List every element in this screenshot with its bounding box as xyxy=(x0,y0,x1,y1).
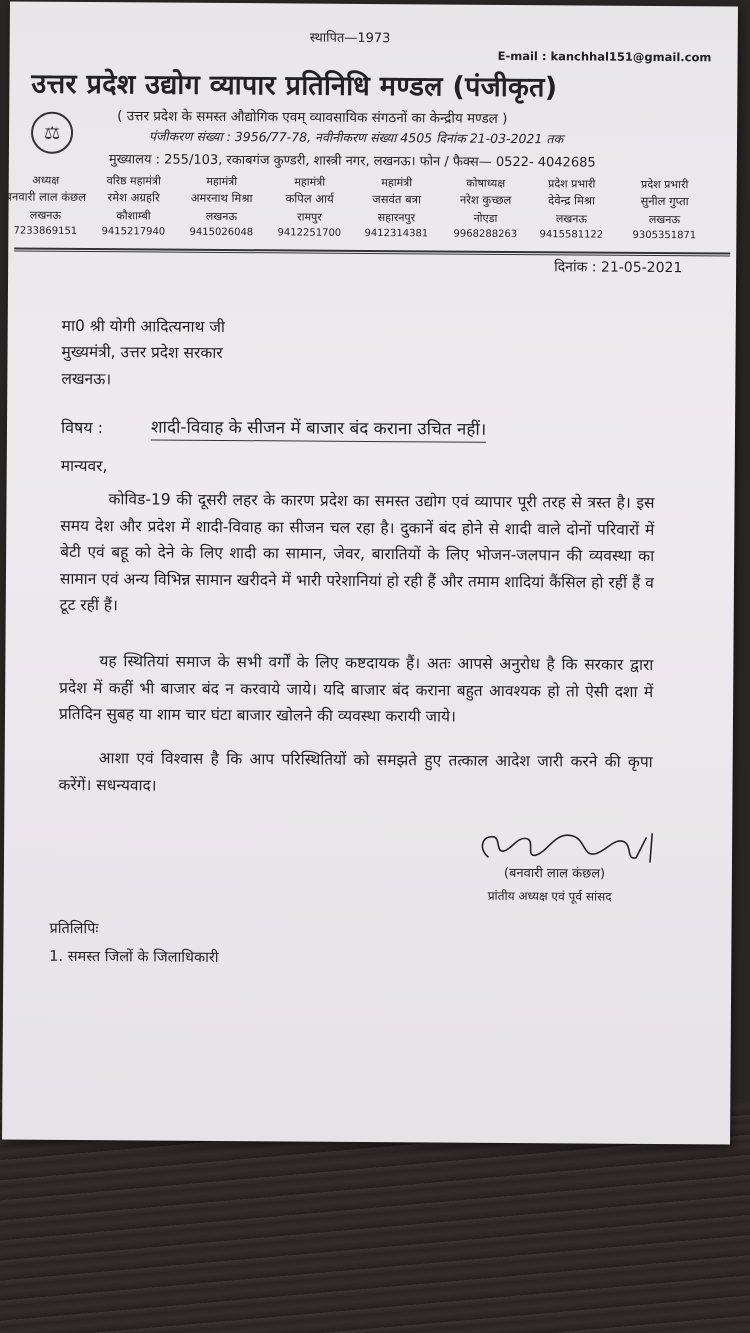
officer-role: महामंत्री xyxy=(381,176,413,190)
officer-name: बनवारी लाल कंछल xyxy=(5,189,86,205)
officer-city: सहारनपुर xyxy=(377,210,416,225)
organization-subtitle: ( उत्तर प्रदेश के समस्त औद्योगिक एवम् व्यावसायिक संगठनों का केन्द्रीय मण्डल ) xyxy=(117,108,508,127)
salutation: मान्यवर, xyxy=(60,456,108,476)
seal-logo-icon: ⚖ xyxy=(31,112,73,154)
officer-name: देवेन्द्र मिश्रा xyxy=(548,193,596,208)
signatory-title: प्रांतीय अध्यक्ष एवं पूर्व सांसद xyxy=(487,888,612,904)
officer-phone: 9415581122 xyxy=(539,229,604,241)
letter-date: दिनांक : 21-05-2021 xyxy=(554,259,683,277)
officer-role: कोषाध्यक्ष xyxy=(466,176,506,190)
addressee-line: लखनऊ। xyxy=(61,369,112,389)
subject-label: विषय : xyxy=(60,417,104,438)
officer-phone: 9412251700 xyxy=(277,227,342,239)
subject-text: शादी-विवाह के सीजन में बाजार बंद कराना उचित नहीं। xyxy=(151,414,486,442)
officer-entry xyxy=(351,174,441,242)
officer-city: कौशाम्बी xyxy=(116,209,151,223)
officer-entry xyxy=(616,176,712,244)
email-address: E-mail : kanchhal151@gmail.com xyxy=(497,48,712,65)
copy-to-item: 1. समस्त जिलों के जिलाधिकारी xyxy=(49,948,219,966)
signatory-name: (बनवारी लाल कंछल) xyxy=(503,865,606,882)
officer-role: वरिष्ठ महामंत्री xyxy=(106,174,161,188)
officer-phone: 9968288263 xyxy=(453,228,518,240)
officer-city: लखनऊ xyxy=(205,209,238,223)
officer-name: कपिल आर्य xyxy=(285,191,334,206)
officer-role: प्रदेश प्रभारी xyxy=(548,177,596,191)
officer-role: महामंत्री xyxy=(294,175,326,189)
officer-phone: 9412314381 xyxy=(364,227,429,240)
body-paragraph: आशा एवं विश्वास है कि आप परिस्थितियों को समझते हुए तत्काल आदेश जारी करने की कृपा करेंगें। सधन्यवाद। xyxy=(58,749,653,795)
headquarters-address: मुख्यालय : 255/103, रकाबगंज कुण्डरी, शास्त्री नगर, लखनऊ। फोन / फैक्स— 0522- 4042685 xyxy=(108,152,596,171)
officer-city: लखनऊ xyxy=(29,208,62,222)
officer-name: सुनील गुप्ता xyxy=(640,193,689,209)
officer-name: जसवंत बत्रा xyxy=(372,192,422,207)
officer-phone: 7233869151 xyxy=(13,225,78,237)
organization-title: उत्तर प्रदेश उद्योग व्यापार प्रतिनिधि मण्डल (पंजीकृत) xyxy=(31,68,558,104)
addressee-line: मुख्यमंत्री, उत्तर प्रदेश सरकार xyxy=(61,342,223,362)
officer-phone: 9415026048 xyxy=(189,226,254,239)
officer-entry xyxy=(0,171,90,239)
body-paragraph: यह स्थितियां समाज के सभी वर्गों के लिए कष्टदायक हैं। अतः आपसे अनुरोध है कि सरकार द्वारा प्रदेश में कहीं भी बाजार बंद न करवाये जाये। यदि बाजार बंद कराना बहुत आवश्यक हो तो ऐसी दशा में प्रतिदिन सुबह या शाम चार घंटा बाजार खोलने की व्यवस्था करायी जाये। xyxy=(58,652,654,726)
registration-number: पंजीकरण संख्या : 3956/77-78, नवीनीकरण संख्या 4505 दिनांक 21-03-2021 तक xyxy=(148,128,564,147)
officer-entry xyxy=(526,175,616,243)
officer-city: रामपुर xyxy=(297,210,322,224)
officer-entry xyxy=(88,172,178,240)
letter-page xyxy=(2,1,738,1144)
officer-name: रमेश अग्रहरि xyxy=(107,190,160,205)
officer-city: नोएडा xyxy=(473,211,498,225)
officer-phone: 9415217940 xyxy=(101,226,166,238)
officer-entry xyxy=(264,173,354,241)
officer-city: लखनऊ xyxy=(648,212,681,227)
body-paragraph: कोविड-19 की दूसरी लहर के कारण प्रदेश का समस्त उद्योग एवं व्यापार पूरी तरह से त्रस्त है। इस समय देश और प्रदेश में शादी-विवाह का सीजन चल रहा है। दुकानें बंद होने से शादी वाले दोनों परिवारों में बेटी एवं बहू को देने के लिए शादी का सामान, जेवर, बारातियों के लिए भोजन-जलपान की व्यवस्था का सामान एवं अन्य विभिन्न सामान खरीदने में भारी परेशानियां हो रही हैं और तमाम शादियां कैंसिल हो रहीं हैं व टूट रहीं हैं। xyxy=(59,490,655,615)
addressee-line: मा0 श्री योगी आदित्यनाथ जी xyxy=(61,316,225,336)
officer-phone: 9305351871 xyxy=(632,229,697,242)
copy-to-label: प्रतिलिपिः xyxy=(49,920,99,938)
officer-city: लखनऊ xyxy=(555,212,588,226)
officer-name: नरेश कुच्छल xyxy=(459,192,512,208)
officer-name: अमरनाथ मिश्रा xyxy=(190,190,253,206)
officer-role: महामंत्री xyxy=(206,174,238,189)
officer-entry xyxy=(440,174,530,242)
established-year: स्थापित—1973 xyxy=(309,30,391,47)
officer-role: प्रदेश प्रभारी xyxy=(641,177,689,192)
officer-role: अध्यक्ष xyxy=(32,173,60,187)
officer-entry xyxy=(176,173,266,241)
